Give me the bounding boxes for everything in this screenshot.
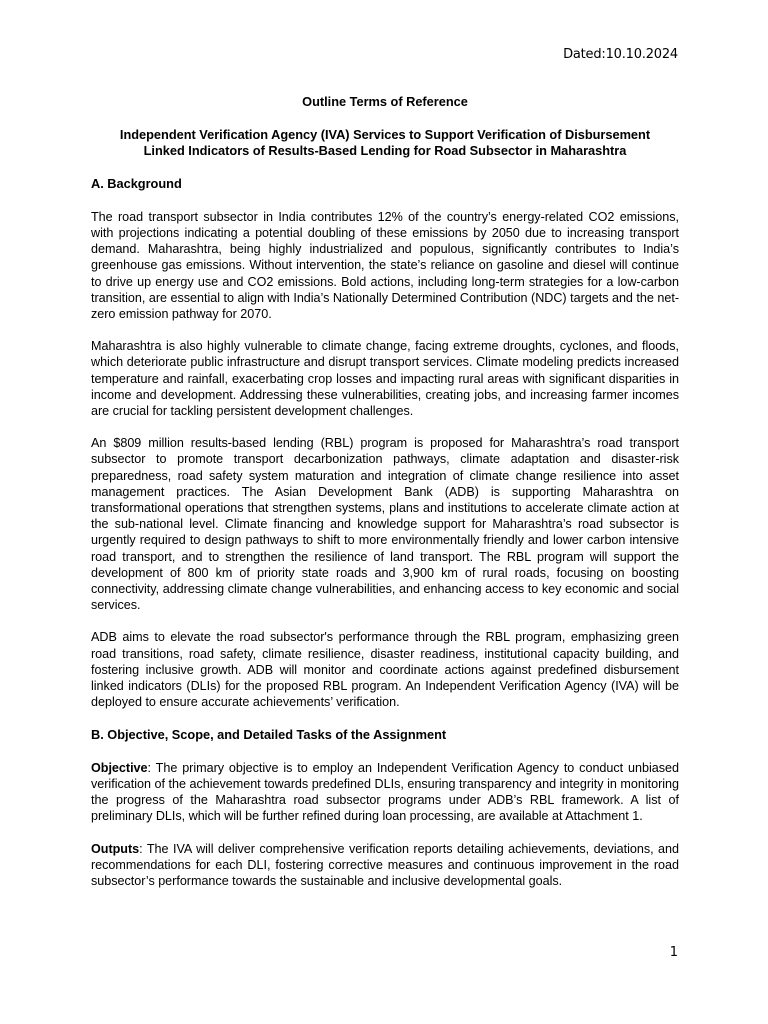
document-body [91,94,679,889]
section-a-heading: A. Background [91,175,182,191]
subtitle-line-2: Linked Indicators of Results-Based Lending for Road Subsector in Maharashtra [143,143,627,159]
background-paragraph-4: ADB aims to elevate the road subsector's performance through the RBL program, emphasizing green road transitions, road safety, climate resilience, disaster readiness, institutional capacity building, and fostering inclusive growth. ADB will monitor and coordinate actions against predefined disbursement linked indicators (DLIs) for the proposed RBL program. An Independent Verification Agency (IVA) will be deployed to ensure accurate achievements’ verification. [91,630,679,710]
document-date: Dated:10.10.2024 [563,47,678,62]
background-paragraph-3: An $809 million results-based lending (RBL) program is proposed for Maharashtra’s road transport subsector to promote transport decarbonization pathways, climate adaptation and disaster-risk preparedness, road safety system maturation and integration of climate change resilience into asset management practices. The Asian Development Bank (ADB) is supporting Maharashtra on transformational operations that strengthen systems, plans and institutions to accelerate climate action at the sub-national level. Climate financing and knowledge support for Maharashtra’s road subsector is urgently required to design pathways to shift to more environmentally friendly and lower carbon intensive road transport, and to strengthen the resilience of land transport. The RBL program will support the development of 800 km of priority state roads and 3,900 km of rural roads, focusing on boosting connectivity, addressing climate change vulnerabilities, and enhancing access to key economic and social services. [91,436,679,613]
document-subtitle [91,127,679,159]
outputs-text: : The IVA will deliver comprehensive verification reports detailing achievements, deviations, and recommendations for each DLI, fostering corrective measures and continuous improvement in the road subsector’s performance towards the sustainable and inclusive developmental goals. [91,841,679,888]
subtitle-line-1: Independent Verification Agency (IVA) Services to Support Verification of Disbursement [119,127,651,143]
objective-label: Objective [91,760,148,775]
section-b-heading: B. Objective, Scope, and Detailed Tasks of the Assignment [91,726,447,742]
background-paragraph-2: Maharashtra is also highly vulnerable to climate change, facing extreme droughts, cyclones, and floods, which deteriorate public infrastructure and disrupt transport services. Climate modeling predicts increased temperature and rainfall, exacerbating crop losses and impacting rural areas with significant disparities in income and development. Addressing these vulnerabilities, creating jobs, and increasing farmer incomes are crucial for tackling persistent development challenges. [91,339,679,419]
document-title: Outline Terms of Reference [302,94,468,109]
objective-text: : The primary objective is to employ an Independent Verification Agency to conduct unbiased verification of the achievement towards predefined DLIs, ensuring transparency and integrity in monitoring the progress of the Maharashtra road subsector programs under ADB’s RBL framework. A list of preliminary DLIs, which will be further refined during loan processing, are available at Attachment 1. [91,760,679,824]
objective-paragraph [91,760,679,825]
background-paragraph-1: The road transport subsector in India contributes 12% of the country’s energy-related CO2 emissions, with projections indicating a potential doubling of these emissions by 2050 due to increasing transport demand. Maharashtra, being highly industrialized and populous, significantly contributes to India’s greenhouse gas emissions. Without intervention, the state’s reliance on gasoline and diesel will continue to drive up energy use and CO2 emissions. Bold actions, including long-term strategies for a low-carbon transition, are essential to align with India’s Nationally Determined Contribution (NDC) targets and the net-zero emission pathway for 2070. [91,209,679,322]
outputs-label: Outputs [91,841,140,856]
page-number: 1 [669,945,678,960]
outputs-paragraph [91,841,679,890]
